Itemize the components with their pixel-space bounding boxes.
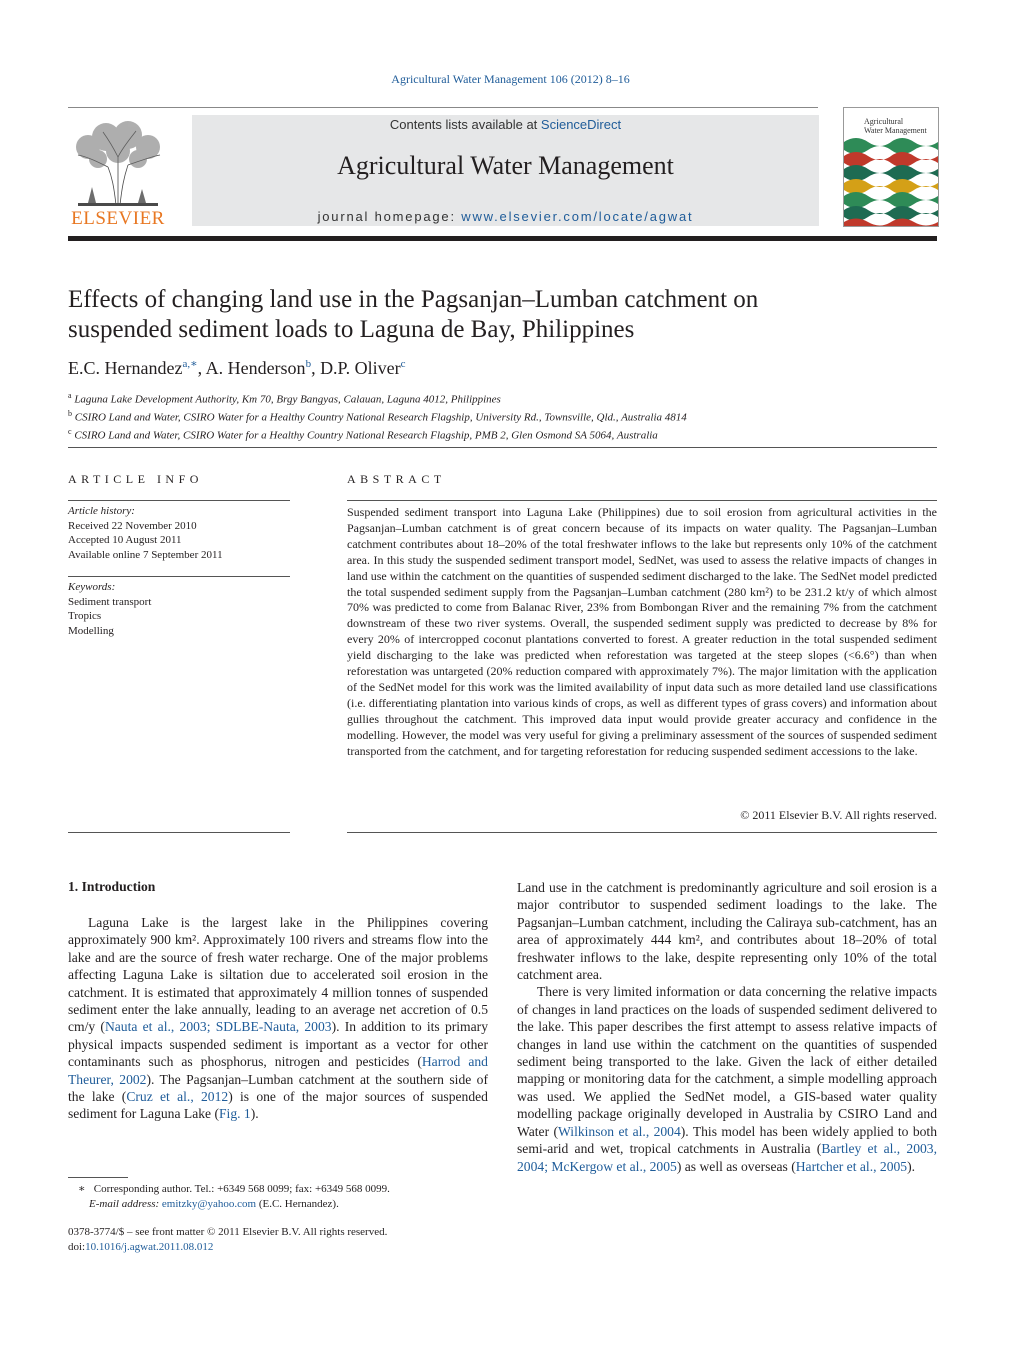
abstract-rule-bottom (347, 832, 937, 833)
citation-link[interactable]: Hartcher et al., 2005 (795, 1158, 908, 1174)
text-run: ) is one of the major sources of suspended sediment for Laguna Lake ( (68, 1089, 488, 1122)
abstract-text: Suspended sediment transport into Laguna Lake (Philippines) due to soil erosion from agricultural activities in the Pagsanjan–Lumban catchment is of great concern because of its impacts on water quality. The Pagsanjan–Lumban catchment contributes about 18–20% of the total freshwater inflows to the lake but represents only 10% of the catchment area. In this study the suspended sediment transport model, SedNet, was used to assess the relative impacts of changes in land use within the catchment on the quantities of suspended sediment discharged to the lake. The SedNet model predicted the total suspended sediment supply from the Pagsanjan–Lumban catchment (280 km²) to be 231.2 kt/y of which almost 70% was predicted to come from Balanac River, 23% from Bombongan River and the remaining 7% from the catchment downstream of these two river systems. Overall, the suspended sediment supply was predicted to decrease by 8% for every 20% of intercropped coconut plantations converted to forest. A greater reduction in the total suspended sediment yield discharging to the lake was predicted when reforestation was targeted at the steep slopes (<6.6°) than when reforestation was untargeted (20% reduction compared with approximately 7%). The major limitation with the application of the SedNet model for this work was the limited availability of input data such as more detailed land use classifications (i.e. differentiating plantation into various kinds of crops, as well as different types of grass covers) and information about gullies throughout the catchment. This improved data input would provide greater accuracy and confidence in the modelling. However, the model was very useful for giving a preliminary assessment of the sources of suspended sediment transported from the catchment, and for targeting reforestation for reducing suspended sediment accessions to the lake. (347, 505, 937, 758)
abstract-heading: ABSTRACT (347, 472, 446, 486)
affiliation-rule (68, 447, 937, 448)
affiliation-item (68, 407, 938, 425)
body-column-right (517, 879, 937, 1175)
homepage-prefix: journal homepage: (317, 209, 462, 224)
article-info-heading: ARTICLE INFO (68, 472, 203, 486)
elsevier-wordmark: ELSEVIER (71, 208, 165, 229)
figure-link[interactable]: Fig. 1 (218, 1106, 251, 1122)
email-link[interactable]: emitzky@yahoo.com (161, 1197, 257, 1210)
citation-link[interactable]: Nauta et al., 2003; SDLBE-Nauta, 2003 (104, 1019, 332, 1035)
keyword-item: Tropics (68, 610, 102, 622)
article-history (68, 504, 290, 562)
journal-title: Agricultural Water Management (337, 151, 674, 180)
citation-link[interactable]: Wilkinson et al., 2004 (558, 1123, 681, 1139)
affiliation-marker: b (68, 409, 72, 419)
doi-link[interactable]: 10.1016/j.agwat.2011.08.012 (85, 1241, 214, 1253)
masthead-rule (68, 236, 937, 241)
citation-link[interactable]: Cruz et al., 2012 (126, 1089, 229, 1105)
author-name: A. Henderson (205, 358, 306, 378)
abstract-copyright: © 2011 Elsevier B.V. All rights reserved. (740, 808, 937, 822)
affiliation-text: CSIRO Land and Water, CSIRO Water for a Healthy Country National Research Flagship, University Rd., Townsville, Qld., Australia 4814 (74, 411, 687, 424)
intro-paragraph-3 (517, 983, 937, 1174)
keywords-label: Keywords: (68, 581, 116, 593)
article-info-rule-mid (68, 576, 290, 577)
footnote-marker: ∗ (78, 1183, 86, 1195)
text-run: ) as well as overseas ( (676, 1158, 796, 1174)
contents-line (192, 117, 819, 132)
citation-link[interactable]: Bartley et al., 2003, 2004; McKergow et al., 2005 (517, 1141, 937, 1174)
sciencedirect-link[interactable]: ScienceDirect (540, 117, 622, 132)
text-run: ). This model has been widely applied to both semi-arid and wet, tropical catchments in Australia ( (517, 1123, 937, 1157)
issn-doi-block (68, 1225, 488, 1255)
author-name: E.C. Hernandez (68, 358, 183, 378)
affiliation-marker: c (68, 427, 72, 437)
article-title (68, 285, 938, 345)
text-run: ). The Pagsanjan–Lumban catchment at the southern side of the lake ( (68, 1071, 488, 1105)
affiliation-text: Laguna Lake Development Authority, Km 70, Brgy Bangyas, Calauan, Laguna 4012, Philippines (74, 393, 501, 406)
text-run: ). (250, 1106, 259, 1122)
article-info-rule-top (68, 500, 290, 501)
cover-pattern (844, 136, 938, 226)
cover-title (864, 117, 927, 135)
text-run: There is very limited information or data concerning the relative impacts of changes in land practices on the loads of suspended sediment delivered to the lake. This paper describes the first attempt to assess relative impacts of changes in land use within the catchment on the quantities of suspended sediment being transported to the lake. Given the lack of either detailed mapping or monitoring data for the catchment, a simple modelling approach was used. We applied the SedNet model, a GIS-based water quality modelling package originally developed in Australia by CSIRO Land and Water ( (517, 984, 937, 1139)
cover-title-line2: Water Management (864, 126, 927, 135)
journal-cover-thumbnail[interactable] (843, 107, 939, 227)
affiliation-marker: a (68, 391, 72, 400)
article-title-line2: suspended sediment loads to Laguna de Bay, Philippines (68, 316, 635, 343)
author-list (68, 357, 405, 379)
journal-reference[interactable]: Agricultural Water Management 106 (2012) 8–16 (391, 72, 630, 86)
intro-paragraph-2: Land use in the catchment is predominantly agriculture and soil erosion is a major contributor to suspended sediment loadings to the lake. The Pagsanjan–Lumban catchment, including the Caliraya sub-catchment, has an area of approximately 444 km², and contributes about 18–20% of total freshwater inflows to the lake, despite representing only 10% of the total catchment area. (517, 880, 937, 983)
header-rule (68, 107, 818, 108)
journal-homepage (192, 209, 819, 224)
received-date: Received 22 November 2010 (68, 519, 197, 532)
affiliation-text: CSIRO Land and Water, CSIRO Water for a Healthy Country National Research Flagship, PMB 2, Glen Osmond SA 5064, Australia (74, 429, 658, 442)
author-affiliation-marker[interactable]: c (400, 358, 406, 370)
affiliations (68, 389, 938, 443)
email-label: E-mail address: (89, 1197, 162, 1210)
article-title-line1: Effects of changing land use in the Pagsanjan–Lumban catchment on (68, 286, 759, 313)
accepted-date: Accepted 10 August 2011 (68, 534, 182, 546)
affiliation-item (68, 389, 938, 407)
text-run: ). In addition to its primary physical impacts suspended sediment is important as a vector for other contaminants such as phosphorus, nitrogen and pesticides ( (68, 1019, 488, 1070)
homepage-link[interactable]: www.elsevier.com/locate/agwat (461, 209, 694, 224)
issn-line: 0378-3774/$ – see front matter © 2011 Elsevier B.V. All rights reserved. (68, 1226, 388, 1238)
intro-paragraph-1 (68, 914, 488, 1123)
author-separator: , (197, 358, 206, 378)
author-affiliation-marker[interactable]: b (305, 358, 312, 370)
author-separator: , (311, 358, 321, 378)
body-column-left (68, 914, 488, 1123)
email-suffix: (E.C. Hernandez). (256, 1197, 339, 1210)
cover-title-line1: Agricultural (864, 117, 904, 126)
journal-masthead (192, 115, 819, 226)
text-run: Laguna Lake is the largest lake in the Philippines covering approximately 900 km². Approximately 100 rivers and streams flow into the lake and are the source of fresh water recharge. One of the major problems affecting Laguna Lake is siltation due to accelerated soil erosion in the catchment. It is estimated that approximately 4 million tonnes of suspended sediment enter the lake annually, leading to an average net accretion of 0.5 cm/y ( (68, 915, 488, 1035)
affiliation-item (68, 425, 938, 443)
author-affiliation-marker[interactable]: a,∗ (182, 358, 198, 370)
corresponding-author-footnote (68, 1182, 488, 1211)
online-date: Available online 7 September 2011 (68, 548, 223, 561)
abstract-rule-top (347, 500, 937, 501)
text-run: ). (907, 1158, 916, 1174)
section-heading-introduction: 1. Introduction (68, 879, 156, 894)
keywords (68, 580, 290, 638)
doi-prefix: doi: (68, 1241, 86, 1253)
footnote-rule (68, 1177, 128, 1178)
article-history-label: Article history: (68, 505, 135, 517)
keyword-item: Modelling (68, 624, 114, 637)
contents-prefix: Contents lists available at (389, 117, 541, 132)
author-name: D.P. Oliver (320, 358, 401, 378)
citation-link[interactable]: Harrod and Theurer, 2002 (68, 1054, 488, 1087)
keyword-item: Sediment transport (68, 595, 152, 608)
article-info-rule-bottom (68, 832, 290, 833)
footnote-contact: Corresponding author. Tel.: +6349 568 0099; fax: +6349 568 0099. (93, 1183, 390, 1195)
